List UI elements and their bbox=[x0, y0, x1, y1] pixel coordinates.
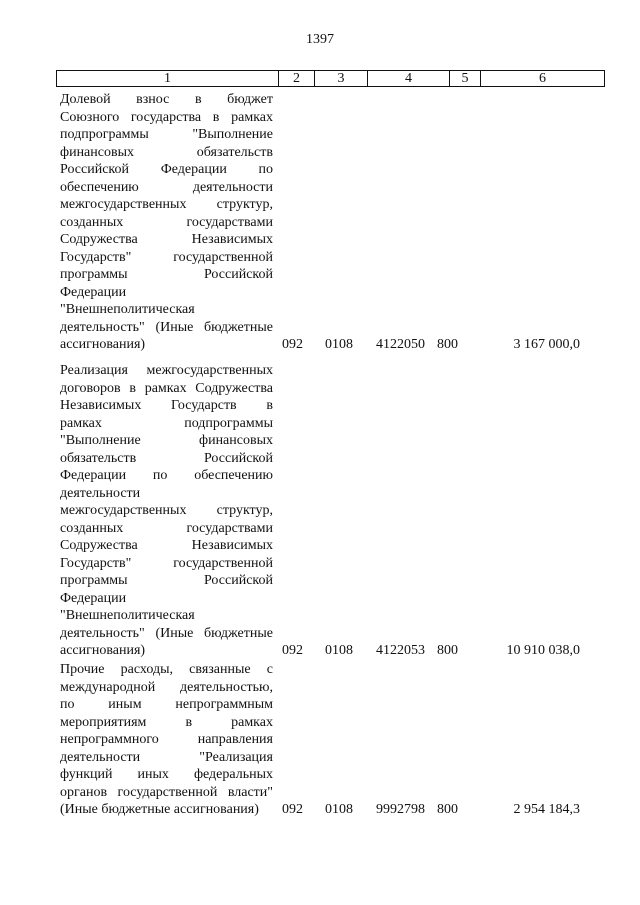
header-col-4: 4 bbox=[368, 70, 450, 87]
cell-c3: 0108 bbox=[325, 643, 353, 658]
cell-c4: 9992798 bbox=[376, 802, 425, 817]
row-description bbox=[60, 362, 273, 660]
description-line: Содружества Независимых bbox=[60, 232, 273, 247]
cell-c6: 3 167 000,0 bbox=[513, 337, 580, 352]
description-line: программы Российской bbox=[60, 267, 273, 282]
description-line: Долевой взнос в бюджет bbox=[60, 92, 273, 107]
description-line: органов государственной власти" bbox=[60, 784, 273, 800]
table-header bbox=[56, 70, 605, 87]
description-line: "Внешнеполитическая bbox=[60, 302, 195, 317]
description-line: Союзного государства в рамках bbox=[60, 109, 273, 125]
description-line: договоров в рамках Содружества bbox=[60, 380, 273, 396]
description-line: деятельность" (Иные бюджетные bbox=[60, 319, 273, 335]
description-line: межгосударственных структур, bbox=[60, 503, 273, 518]
description-line: ассигнования) bbox=[60, 643, 146, 658]
description-line: деятельности "Реализация bbox=[60, 749, 273, 765]
cell-c4: 4122050 bbox=[376, 337, 425, 352]
description-line: ассигнования) bbox=[60, 337, 146, 352]
description-line: финансовых обязательств bbox=[60, 144, 273, 160]
description-line: деятельности bbox=[60, 485, 141, 501]
description-line: непрограммного направления bbox=[60, 732, 273, 747]
cell-c5: 800 bbox=[437, 802, 458, 817]
cell-c3: 0108 bbox=[325, 337, 353, 352]
description-line: программы Российской bbox=[60, 573, 273, 588]
description-line: мероприятиям в рамках bbox=[60, 714, 273, 730]
description-line: Государств" государственной bbox=[60, 249, 273, 265]
cell-c6: 2 954 184,3 bbox=[513, 802, 580, 817]
description-line: Российской Федерации по bbox=[60, 162, 273, 177]
description-line: по иным непрограммным bbox=[60, 697, 273, 712]
description-line: обеспечению деятельности bbox=[60, 179, 273, 195]
description-line: "Выполнение финансовых bbox=[60, 433, 273, 448]
cell-c2: 092 bbox=[282, 337, 303, 352]
header-col-5: 5 bbox=[450, 70, 481, 87]
header-col-3: 3 bbox=[315, 70, 368, 87]
description-line: межгосударственных структур, bbox=[60, 197, 273, 212]
description-line: Реализация межгосударственных bbox=[60, 363, 273, 378]
description-line: рамках подпрограммы bbox=[60, 415, 273, 431]
cell-c2: 092 bbox=[282, 643, 303, 658]
description-line: Независимых Государств в bbox=[60, 398, 273, 413]
description-line: обязательств Российской bbox=[60, 450, 273, 466]
cell-c2: 092 bbox=[282, 802, 303, 817]
row-description bbox=[60, 91, 273, 354]
page-number: 1397 bbox=[306, 32, 334, 47]
cell-c4: 4122053 bbox=[376, 643, 425, 658]
description-line: Государств" государственной bbox=[60, 555, 273, 571]
header-col-1: 1 bbox=[56, 70, 279, 87]
description-line: функций иных федеральных bbox=[60, 767, 273, 782]
description-line: созданных государствами bbox=[60, 520, 273, 536]
cell-c3: 0108 bbox=[325, 802, 353, 817]
row-description bbox=[60, 661, 273, 819]
header-col-6: 6 bbox=[481, 70, 605, 87]
description-line: (Иные бюджетные ассигнования) bbox=[60, 802, 259, 817]
description-line: Содружества Независимых bbox=[60, 538, 273, 553]
header-col-2: 2 bbox=[279, 70, 315, 87]
description-line: "Внешнеполитическая bbox=[60, 608, 195, 623]
description-line: Федерации bbox=[60, 590, 127, 606]
cell-c6: 10 910 038,0 bbox=[506, 643, 580, 658]
cell-c5: 800 bbox=[437, 643, 458, 658]
description-line: подпрограммы "Выполнение bbox=[60, 127, 273, 142]
description-line: Прочие расходы, связанные с bbox=[60, 662, 273, 677]
description-line: Федерации по обеспечению bbox=[60, 468, 273, 483]
description-line: международной деятельностью, bbox=[60, 679, 273, 695]
description-line: Федерации bbox=[60, 284, 127, 300]
description-line: деятельность" (Иные бюджетные bbox=[60, 625, 273, 641]
cell-c5: 800 bbox=[437, 337, 458, 352]
description-line: созданных государствами bbox=[60, 214, 273, 230]
